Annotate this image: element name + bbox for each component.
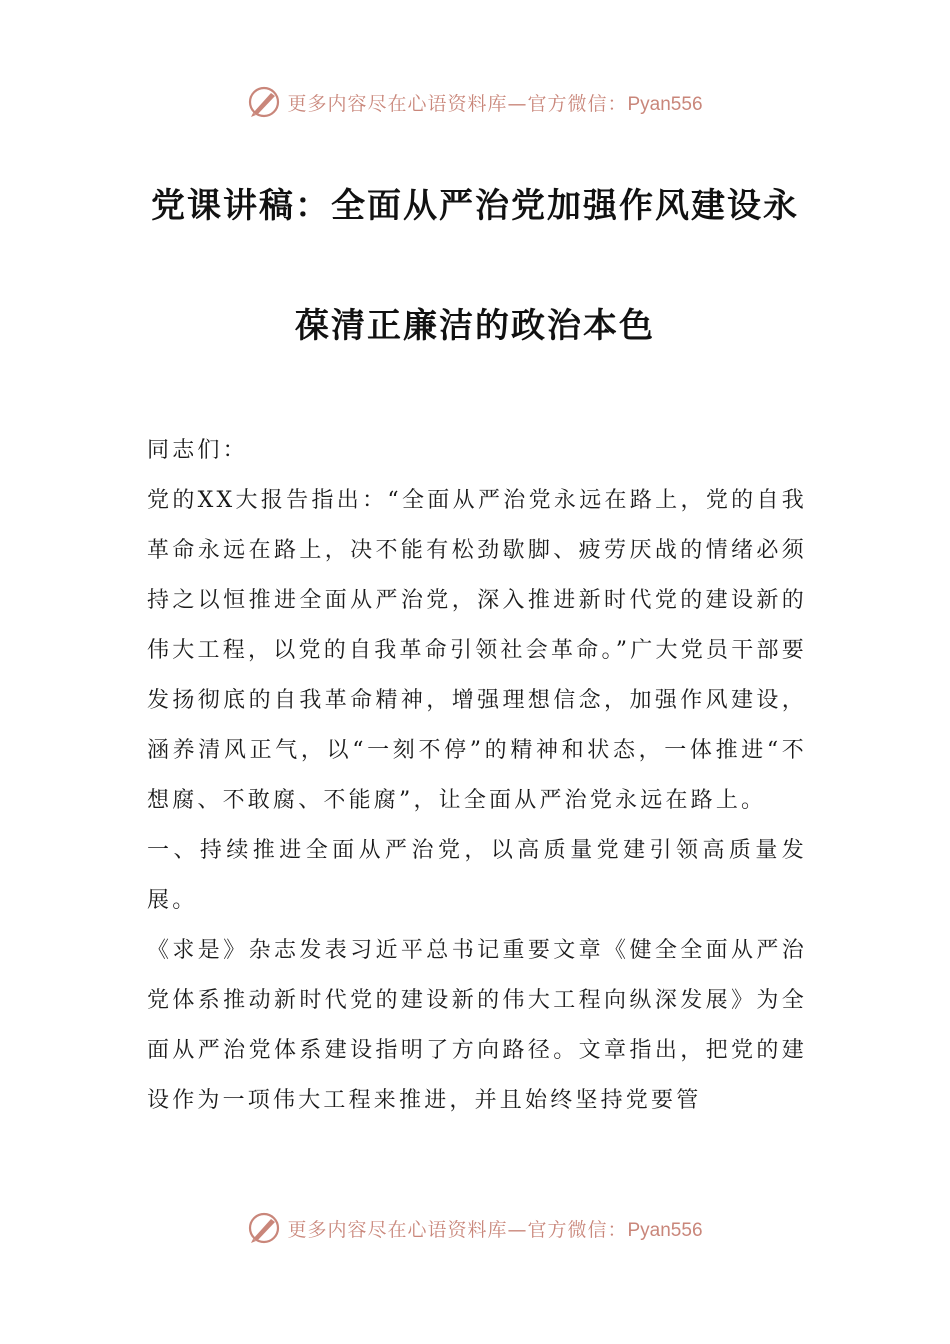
document-title-line-2: 葆清正廉洁的政治本色 [295,306,655,346]
watermark-id: Pyan556 [627,1219,703,1241]
watermark-text: 更多内容尽在心语资料库—官方微信：Pyan556 [287,92,703,115]
salutation: 同志们： [147,438,248,463]
header-watermark [0,82,950,122]
watermark-id: Pyan556 [627,93,703,115]
watermark-text: 更多内容尽在心语资料库—官方微信：Pyan556 [287,1218,703,1241]
pen-circle-logo-icon [247,1211,281,1245]
section-heading: 一、持续推进全面从严治党，以高质量党建引领高质量发展。 [147,838,807,913]
paragraph: 《求是》杂志发表习近平总书记重要文章《健全全面从严治党体系推动新时代党的建设新的伟大工程向纵深发展》为全面从严治党体系建设指明了方向路径。文章指出，把党的建设作为一项伟大工程来推进，并且始终坚持党要管 [147,938,807,1113]
paragraph: 党的XX大报告指出：“全面从严治党永远在路上，党的自我革命永远在路上，决不能有松劲歇脚、疲劳厌战的情绪必须持之以恒推进全面从严治党，深入推进新时代党的建设新的伟大工程，以党的自我革命引领社会革命。”广大党员干部要发扬彻底的自我革命精神，增强理想信念，加强作风建设，涵养清风正气，以“一刻不停”的精神和状态，一体推进“不想腐、不敢腐、不能腐”，让全面从严治党永远在路上。 [147,488,807,813]
document-body [147,426,807,1126]
pen-circle-logo-icon [247,85,281,119]
footer-watermark [0,1208,950,1248]
document-title-line-1: 党课讲稿：全面从严治党加强作风建设永 [151,186,799,226]
